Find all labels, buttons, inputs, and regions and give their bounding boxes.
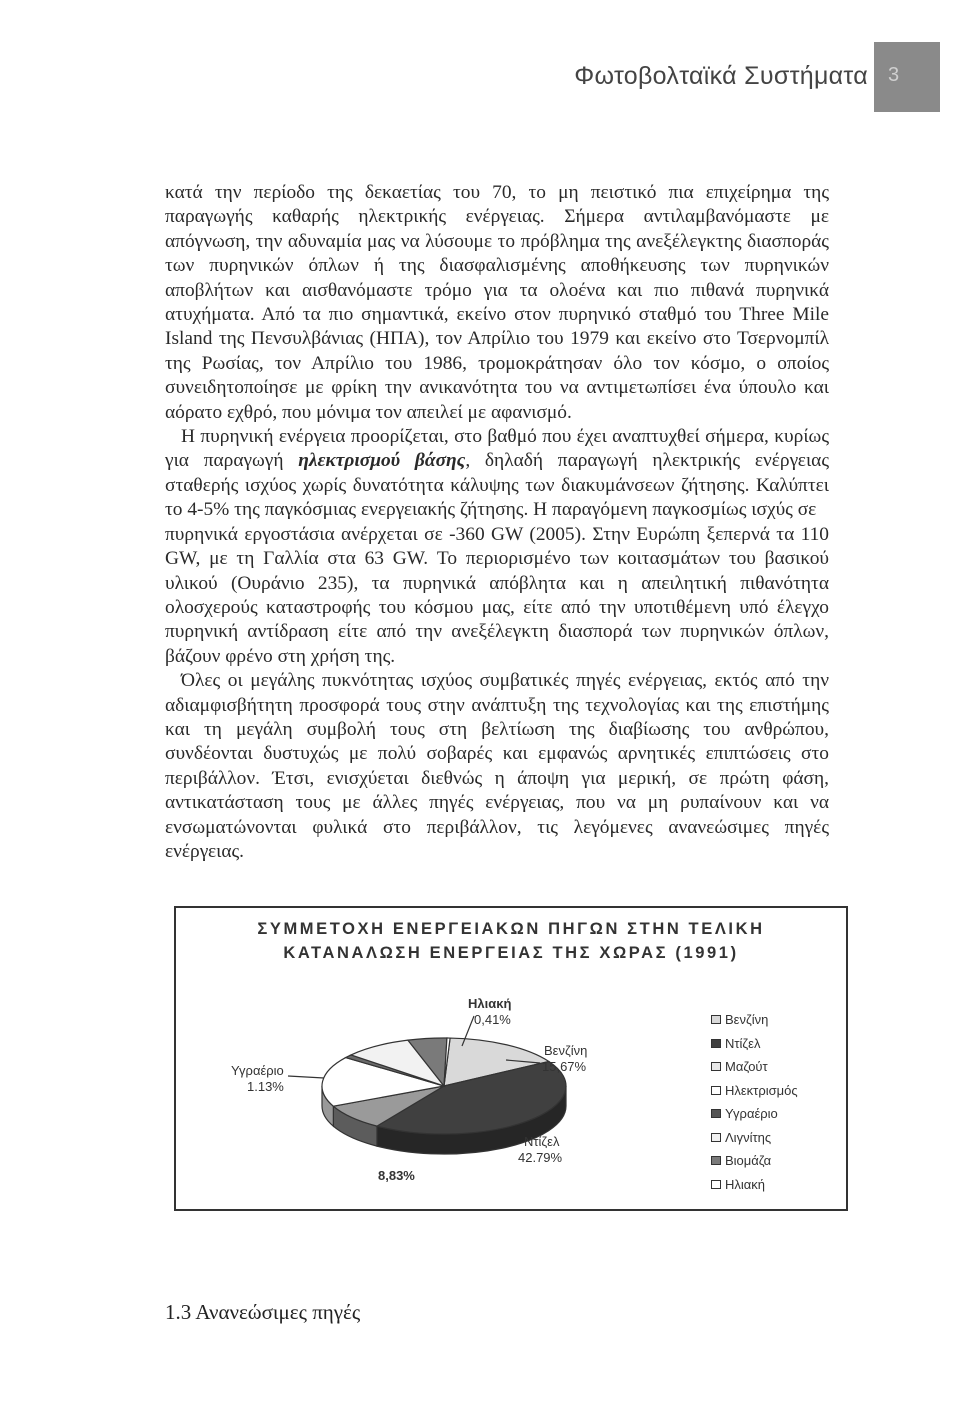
leader-lpg xyxy=(288,1076,324,1078)
legend-item xyxy=(711,1149,836,1173)
paragraph-1: κατά την περίοδο της δεκαετίας του 70, το μη πειστικό πια επιχείρημα της παραγωγής καθαρής ηλεκτρικής ενέργειας. Σήμερα αντιλαμβανόμαστε με απόγνωση, την αδυναμία μας να λύσουμε το πρόβλημα της ανεξέλεγκτης διασποράς των πυρηνικών όπλων ή της διασφαλισμένης αποθήκευσης των πυρηνικών αποβλήτων και αισθανόμαστε τρόμο για τα ολοένα και πιο πιθανά πυρηνικά ατυχήματα. Από τα πιο σημαντικά, εκείνο στον πυρηνικό σταθμό του Three Mile Island της Πενσυλβάνιας (ΗΠΑ), τον Απρίλιο του 1979 και εκείνο στο Τσερνομπίλ της Ρωσίας, τον Απρίλιο του 1986, τρομοκράτησαν όλο τον κόσμο, ο οποίος συνειδητοποίησε με φρίκη την ανικανότητα του να αντιμετωπίσει ένα ύπουλο και αόρατο εχθρό, που μόνιμα τον απειλεί με αφανισμό. xyxy=(165,182,829,423)
legend-swatch xyxy=(711,1133,721,1142)
legend-label: Λιγνίτης xyxy=(725,1129,772,1145)
legend-swatch xyxy=(711,1015,721,1024)
legend-swatch xyxy=(711,1180,721,1189)
label-petrol-name: Βενζίνη xyxy=(544,1043,588,1058)
label-diesel xyxy=(518,1134,562,1166)
label-petrol xyxy=(542,1043,587,1075)
chart-legend xyxy=(711,1008,836,1196)
label-diesel-value: 42.79% xyxy=(518,1150,563,1165)
legend-label: Ηλεκτρισμός xyxy=(725,1082,798,1098)
paragraph-2-continued: πυρηνικά εργοστάσια ανέρχεται σε -360 GW (2005). Στην Ευρώπη ξεπερνά τα 110 GW, με τη Γαλλία στα 63 GW. Το περιορισμένο των κοιτασμάτων του βασικού υλικού (Ουράνιο 235), τα πυρηνικά απόβλητα και η απειλητική πιθανότητα ολοσχερούς καταστροφής του κόσμου μας, είτε από την υποτιθέμενη υπό έλεγχο πυρηνική αντίδραση είτε από την ανεξέλεγκτη διασπορά των πυρηνικών όπλων, βάζουν φρένο στη χρήση της. xyxy=(165,523,829,667)
legend-item xyxy=(711,1055,836,1079)
chart-title-line-2: ΚΑΤΑΝΑΛΩΣΗ ΕΝΕΡΓΕΙΑΣ ΤΗΣ ΧΩΡΑΣ (1991) xyxy=(283,944,739,962)
energy-chart-frame xyxy=(174,906,848,1211)
legend-swatch xyxy=(711,1039,721,1048)
legend-item xyxy=(711,1102,836,1126)
body-text xyxy=(165,181,829,864)
legend-item xyxy=(711,1079,836,1103)
section-heading: 1.3 Ανανεώσιμες πηγές xyxy=(165,1300,361,1324)
legend-label: Μαζούτ xyxy=(725,1059,768,1075)
legend-item xyxy=(711,1008,836,1032)
legend-label: Ντίζελ xyxy=(725,1035,761,1051)
chart-title-line-1: ΣΥΜΜΕΤΟΧΗ ΕΝΕΡΓΕΙΑΚΩΝ ΠΗΓΩΝ ΣΤΗΝ ΤΕΛΙΚΗ xyxy=(257,920,765,938)
legend-swatch xyxy=(711,1062,721,1071)
paragraph-2 xyxy=(165,425,829,523)
paragraph-3: Όλες οι μεγάλης πυκνότητας ισχύος συμβατικές πηγές ενέργειας, εκτός από την αδιαμφισβήτητη προσφορά τους στην ανάπτυξη της τεχνολογίας και της επιστήμης και τη μεγάλη συμβολή τους στη βελτίωση της διαβίωσης του ανθρώπου, συνδέονται δυστυχώς με πολύ σοβαρές και εμφανώς αρνητικές επιπτώσεις στο περιβάλλον. Έτσι, ενισχύεται διεθνώς η άποψη για μερική, σε πρώτη φάση, αντικατάσταση τους με άλλες πηγές ενέργειας, που να μη ρυπαίνουν και να ενσωματώνονται φυλικά στο περιβάλλον, τις λεγόμενες ανανεώσιμες πηγές ενέργειας. xyxy=(165,670,829,862)
legend-label: Βιομάζα xyxy=(725,1153,772,1169)
label-petrol-value: 15,67% xyxy=(542,1059,587,1074)
legend-item xyxy=(711,1126,836,1150)
label-lpg xyxy=(231,1063,284,1095)
label-solar-value: 0,41% xyxy=(474,1012,511,1027)
paragraph-2-part-a: Η πυρηνική ενέργεια προορίζεται, στο βαθμό που έχει αναπτυχθεί σήμερα, κυρίως για παραγωγή xyxy=(165,426,829,472)
label-lpg-name: Υγραέριο xyxy=(231,1063,284,1078)
label-solar-name: Ηλιακή xyxy=(468,996,512,1011)
label-diesel-name: Ντίζελ xyxy=(524,1134,560,1149)
legend-item xyxy=(711,1032,836,1056)
label-fuel-oil xyxy=(378,1168,415,1184)
legend-label: Ηλιακή xyxy=(725,1176,766,1192)
legend-swatch xyxy=(711,1109,721,1118)
label-fuel-oil-value: 8,83% xyxy=(378,1168,415,1183)
legend-item xyxy=(711,1173,836,1197)
legend-label: Βενζίνη xyxy=(725,1012,769,1028)
page-number-box xyxy=(874,42,940,112)
paragraph-2-part-c: , δηλαδή παραγωγή ηλεκτρικής ενέργειας σταθερής ισχύος χωρίς δυνατότητα κάλυψης των διακυμάνσεων ζήτησης. Καλύπτει το 4-5% της παγκόσμιας ενεργειακής ζήτησης. Η παραγόμενη παγκοσμίως ισχύς σε xyxy=(165,450,829,521)
label-solar xyxy=(468,996,511,1028)
legend-swatch xyxy=(711,1156,721,1165)
running-header-title: Φωτοβολταϊκά Συστήματα xyxy=(574,62,868,90)
legend-swatch xyxy=(711,1086,721,1095)
page-number: 3 xyxy=(888,64,900,86)
emphasis-base-load: ηλεκτρισμού βάσης xyxy=(298,450,466,472)
label-lpg-value: 1.13% xyxy=(247,1079,284,1094)
legend-label: Υγραέριο xyxy=(725,1106,778,1122)
